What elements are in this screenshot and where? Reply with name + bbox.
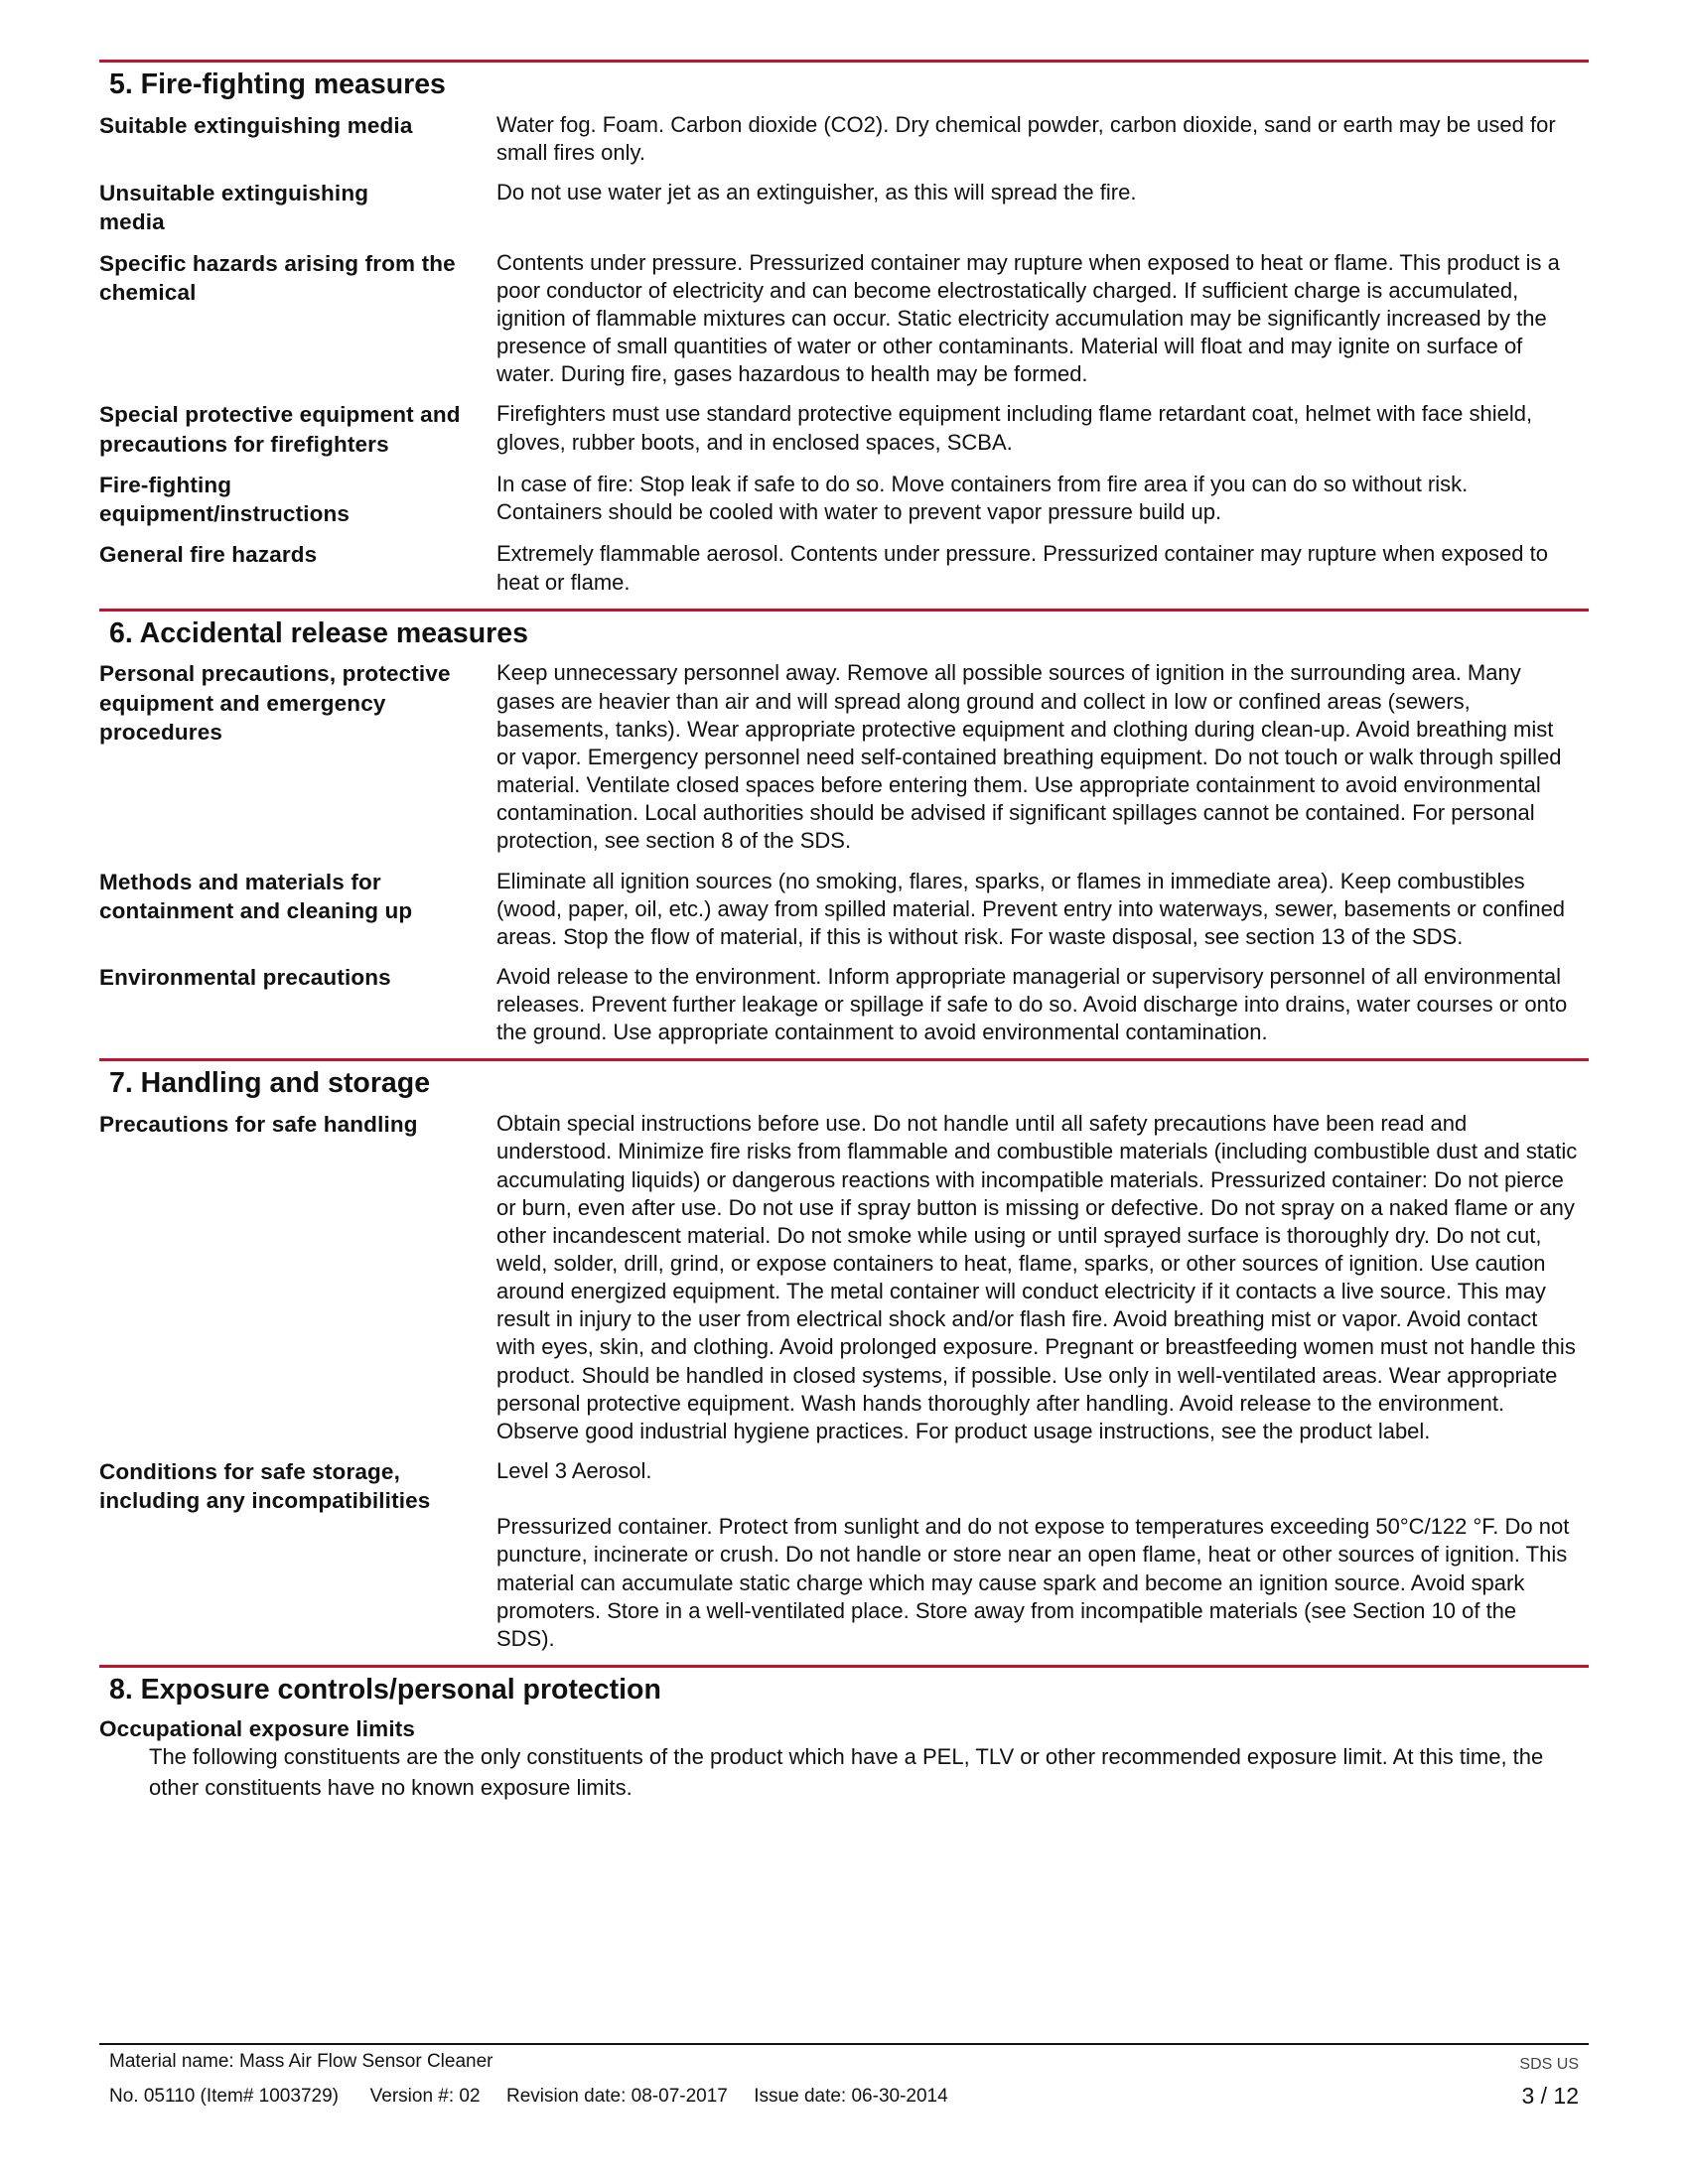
- row-label: General fire hazards: [99, 542, 318, 568]
- row-fire-fighting-equipment: [99, 471, 1589, 529]
- row-text: Level 3 Aerosol.: [496, 1458, 652, 1484]
- row-safe-handling: [99, 1110, 1589, 1445]
- footer-issue-date: Issue date: 06-30-2014: [754, 2086, 948, 2107]
- section-rule: [99, 1058, 1589, 1061]
- row-specific-hazards: [99, 249, 1589, 389]
- section-title-accidental-release: 6. Accidental release measures: [109, 616, 528, 649]
- row-label: Special protective equipment and precautions for firefighters: [99, 402, 461, 457]
- section-title-handling-storage: 7. Handling and storage: [109, 1067, 431, 1100]
- footer-doc-number: No. 05110 (Item# 1003729): [109, 2086, 339, 2107]
- row-label: Precautions for safe handling: [99, 1112, 418, 1138]
- row-value: [496, 540, 1589, 596]
- row-unsuitable-media: [99, 179, 1589, 237]
- row-suitable-media: [99, 111, 1589, 167]
- row-text: Eliminate all ignition sources (no smoking, flares, sparks, or flames in immediate area). Keep combustibles (wood, paper, oil, etc.) away from spilled material. Prevent entry into waterways, sewer, basements or confined areas. Stop the flow of material, if this is without risk. For waste disposal, see section 13 of the SDS.: [496, 868, 1566, 949]
- row-text: Extremely flammable aerosol. Contents under pressure. Pressurized container may rupture when exposed to heat or flame.: [496, 541, 1548, 595]
- sds-page: [99, 60, 1589, 1803]
- row-text: Keep unnecessary personnel away. Remove all possible sources of ignition in the surrounding area. Many gases are heavier than air and will spread along ground and collect in low or confined areas (sewers, basements, tanks). Wear appropriate protective equipment and clothing during clean-up. Avoid breathing mist or vapor. Emergency personnel need self-contained breathing equipment. Do not touch or walk through spilled material. Ventilate closed spaces before entering them. Use appropriate containment to avoid environmental contamination. Local authorities should be advised if significant spillages cannot be contained. For personal protection, see section 8 of the SDS.: [496, 660, 1562, 854]
- row-text: Avoid release to the environment. Inform appropriate managerial or supervisory personnel of all environmental releases. Prevent further leakage or spillage if safe to do so. Avoid discharge into drains, water courses or onto the ground. Use appropriate containment to avoid environmental contamination.: [496, 964, 1568, 1045]
- section-title-exposure-controls: 8. Exposure controls/personal protection: [109, 1674, 661, 1706]
- exposure-limits-note: The following constituents are the only constituents of the product which have a PEL, TLV or other recommended exposure limit. At this time, the other constituents have no known exposure limits.: [149, 1743, 1544, 1800]
- row-value: [496, 249, 1589, 389]
- row-text: Obtain special instructions before use. Do not handle until all safety precautions have been read and understood. Minimize fire risks from flammable and combustible materials (including combustible dust and static accumulating liquids) or dangerous reactions with incompatible materials. Pressurized container: Do not pierce or burn, even after use. Do not use if spray button is missing or defective. Do not spray on a naked flame or any other incandescent material. Do not smoke while using or until sprayed surface is thoroughly dry. Do not cut, weld, solder, drill, grind, or expose containers to heat, flame, sparks, or other sources of ignition. Use caution around energized equipment. The metal container will conduct electricity if it contacts a live source. This may result in injury to the user from electrical shock and/or flash fire. Avoid breathing mist or vapor. Avoid contact with eyes, skin, and clothing. Avoid prolonged exposure. Pregnant or breastfeeding women must not handle this product. Should be handled in closed systems, if possible. Use only in well-ventilated areas. Wear appropriate personal protective equipment. Wash hands thoroughly after handling. Avoid release to the environment. Observe good industrial hygiene practices. For product usage instructions, see the product label.: [496, 1111, 1578, 1443]
- row-text: Water fog. Foam. Carbon dioxide (CO2). Dry chemical powder, carbon dioxide, sand or earth may be used for small fires only.: [496, 111, 1556, 165]
- footer-doc-info: [109, 2086, 948, 2108]
- row-special-protective-equipment: [99, 400, 1589, 459]
- footer-material-name: Material name: Mass Air Flow Sensor Cleaner: [109, 2051, 493, 2072]
- row-value: [496, 1110, 1589, 1445]
- page-footer: [99, 2043, 1589, 2109]
- row-text: Contents under pressure. Pressurized container may rupture when exposed to heat or flame. This product is a poor conductor of electricity and can become electrostatically charged. If sufficient charge is accumulated, ignition of flammable mixtures can occur. Static electricity accumulation may be significantly increased by the presence of small quantities of water or other contaminants. Material will float and may ignite on surface of water. During fire, gases hazardous to health may be formed.: [496, 249, 1560, 387]
- row-value: [496, 400, 1589, 459]
- footer-page-number: 3 / 12: [1521, 2083, 1579, 2109]
- section-rule: [99, 1665, 1589, 1668]
- section-rule: [99, 609, 1589, 612]
- row-label: Methods and materials for containment and cleaning up: [99, 869, 413, 923]
- row-text: Firefighters must use standard protective equipment including flame retardant coat, helmet with face shield, gloves, rubber boots, and in enclosed spaces, SCBA.: [496, 401, 1533, 455]
- section-title-fire-fighting: 5. Fire-fighting measures: [109, 68, 446, 100]
- row-value: [496, 111, 1589, 167]
- row-value: [496, 471, 1589, 529]
- row-label: Unsuitable extinguishing media: [99, 181, 369, 235]
- row-label: Environmental precautions: [99, 965, 391, 990]
- row-label: Suitable extinguishing media: [99, 112, 413, 138]
- row-text: Pressurized container. Protect from sunlight and do not expose to temperatures exceeding 50°C/122 °F. Do not puncture, incinerate or crush. Do not handle or store near an open flame, heat or other sources of ignition. This material can accumulate static charge which may cause spark and become an ignition source. Avoid spark promoters. Store in a well-ventilated place. Store away from incompatible materials (see Section 10 of the SDS).: [496, 1514, 1570, 1651]
- row-safe-storage: [99, 1457, 1589, 1653]
- row-label: Personal precautions, protective equipment and emergency procedures: [99, 661, 451, 745]
- row-value: [496, 659, 1589, 855]
- section-rule: [99, 60, 1589, 63]
- row-value: [496, 963, 1589, 1046]
- row-label: Conditions for safe storage, including any incompatibilities: [99, 1459, 431, 1514]
- occupational-exposure-limits-heading: Occupational exposure limits: [99, 1715, 416, 1741]
- row-text: Do not use water jet as an extinguisher, as this will spread the fire.: [496, 180, 1137, 205]
- row-text: In case of fire: Stop leak if safe to do so. Move containers from fire area if you can do so without risk. Containers should be cooled with water to prevent vapor pressure build up.: [496, 471, 1469, 525]
- row-general-fire-hazards: [99, 540, 1589, 596]
- row-environmental-precautions: [99, 963, 1589, 1046]
- row-value: [496, 1457, 1589, 1653]
- footer-sds-tag: SDS US: [1519, 2056, 1579, 2073]
- row-value: [496, 179, 1589, 237]
- row-label: Specific hazards arising from the chemical: [99, 250, 456, 305]
- footer-version: Version #: 02: [369, 2086, 481, 2107]
- row-label: Fire-fighting equipment/instructions: [99, 472, 351, 527]
- row-methods-materials: [99, 868, 1589, 951]
- footer-revision-date: Revision date: 08-07-2017: [505, 2086, 728, 2107]
- row-value: [496, 868, 1589, 951]
- row-personal-precautions: [99, 659, 1589, 855]
